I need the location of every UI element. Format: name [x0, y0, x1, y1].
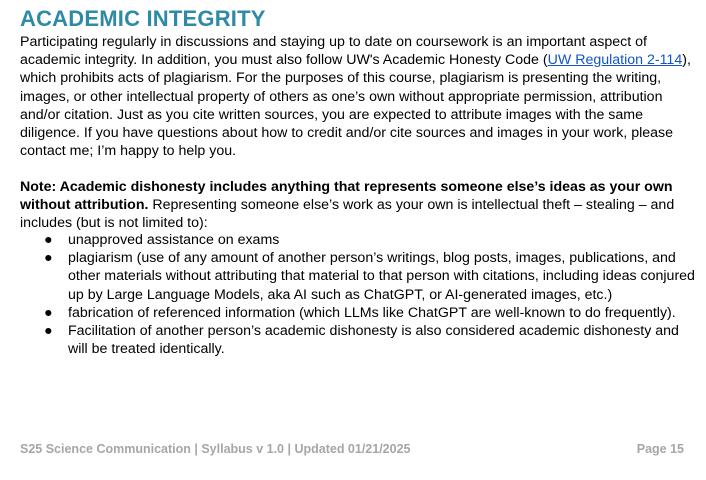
- dishonesty-note-paragraph: [20, 178, 692, 233]
- paragraph-text-before-link: Participating regularly in discussions and staying up to date on coursework is an important aspect of academic integrity. In addition, you must also follow UW's Academic Honesty Code (: [20, 34, 647, 69]
- page-heading: ACADEMIC INTEGRITY: [20, 6, 266, 31]
- bullet-icon: ●: [44, 250, 53, 267]
- bullet-icon: ●: [44, 304, 53, 321]
- bullet-icon: ●: [44, 232, 53, 248]
- footer-page-number: Page 15: [636, 442, 684, 456]
- list-item: [20, 249, 700, 304]
- uw-regulation-link[interactable]: UW Regulation 2-114: [547, 52, 683, 69]
- note-bold-text: Note: Academic dishonesty includes anything that represents someone else’s ideas as your own without attribution.: [20, 179, 673, 214]
- list-item-text: plagiarism (use of any amount of another person’s writings, blog posts, images, publications, and other materials without attributing that material to that person with citations, including ideas conjured up by Large Language Models, aka AI such as ChatGPT, or AI-generated images, etc.): [68, 250, 695, 303]
- list-item-text: unapproved assistance on exams: [68, 232, 280, 248]
- list-item: [20, 322, 700, 358]
- list-item: [20, 231, 700, 249]
- note-body-text: Representing someone else’s work as your own is intellectual theft – stealing – and includes (but is not limited to):: [20, 197, 675, 232]
- list-item: [20, 304, 700, 322]
- list-item-text: fabrication of referenced information (which LLMs like ChatGPT are well-known to do frequently).: [68, 304, 676, 321]
- list-item-text: Facilitation of another person’s academic dishonesty is also considered academic dishonesty and will be treated identically.: [68, 323, 679, 358]
- bullet-icon: ●: [44, 323, 53, 340]
- footer-course-info: S25 Science Communication | Syllabus v 1.0 | Updated 01/21/2025: [20, 442, 411, 456]
- integrity-paragraph: [20, 33, 692, 160]
- dishonesty-list: [20, 231, 700, 358]
- paragraph-text-after-link: ), which prohibits acts of plagiarism. For the purposes of this course, plagiarism is presenting the writing, images, or other intellectual property of others as one’s own without appropriate permission, attribution and/or citation. Just as you cite written sources, you are expected to attribute images with the same diligence. If you have questions about how to credit and/or cite sources and images in your work, please contact me; I’m happy to help you.: [20, 52, 691, 160]
